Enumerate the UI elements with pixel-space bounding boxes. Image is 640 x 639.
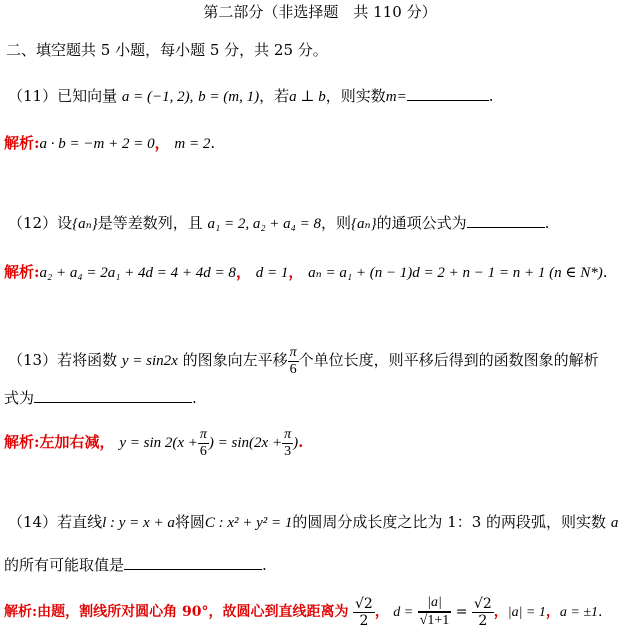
question-14-line2: 的所有可能取值是 .: [4, 556, 267, 574]
answer-blank[interactable]: [34, 388, 192, 403]
solution-11: 解析:a · b = −m + 2 = 0， m = 2.: [4, 134, 216, 152]
fraction: $\frac{\pi}{6}$: [289, 344, 297, 377]
question-13: （13）若将函数 y = sin2x 的图象向左平移 $\frac{\pi}{6}$ 个单位长度，则平移后得到的函数图象的解析: [8, 344, 599, 377]
solution-label: 解析:: [4, 134, 40, 152]
solution-label: 解析:: [4, 263, 40, 281]
question-14: （14）若直线l : y = x + a将圆C : x² + y² = 1的圆周分成长度之比为 1：3 的两段弧，则实数 a: [8, 513, 619, 531]
vector-b-expression: b = (m, 1): [198, 89, 260, 105]
fraction: $\frac{\pi}{3}$: [284, 426, 292, 459]
solution-label: 解析:: [4, 433, 40, 451]
question-number: （14）: [8, 513, 58, 531]
solution-label: 解析:: [4, 604, 38, 620]
section-heading: 二、填空题共 5 小题，每小题 5 分，共 25 分。: [6, 41, 328, 59]
answer-blank[interactable]: [467, 213, 545, 228]
question-13-line2: 式为 .: [4, 389, 197, 407]
solution-12: 解析:a₂ + a₄ = 2a₁ + 4d = 4 + 4d = 8， d = 1， aₙ = a₁ + (n − 1)d = 2 + n − 1 = n + 1 (n ∈ N*).: [4, 263, 608, 281]
fraction: $\frac{√2}{2}$: [473, 595, 492, 629]
section-title: 第二部分（非选择题 共 110 分）: [203, 3, 437, 21]
answer-blank[interactable]: [124, 555, 262, 570]
vector-a-expression: a = (−1, 2),: [121, 89, 194, 105]
question-11: （11）已知向量 a = (−1, 2), b = (m, 1)，若a ⊥ b，则实数m= .: [8, 87, 494, 105]
question-12: （12）设{aₙ}是等差数列，且 a₁ = 2, a₂ + a₄ = 8，则{aₙ}的通项公式为 .: [8, 214, 550, 232]
solution-13: 解析:左加右减， y = sin 2(x + $\frac{\pi}{6}$ ) = sin(2x + $\frac{\pi}{3}$ ).: [4, 426, 304, 459]
question-number: （12）: [8, 214, 58, 232]
fraction: $\frac{|a|}{√1+1}$: [419, 595, 450, 628]
perpendicular-expression: a ⊥ b: [289, 89, 326, 105]
question-number: （11）: [8, 87, 58, 105]
fraction: $\frac{√2}{2}$: [354, 595, 373, 629]
question-number: （13）: [8, 351, 58, 369]
fraction: $\frac{\pi}{6}$: [199, 426, 207, 459]
solution-14: 解析:由题，割线所对圆心角 90°，故圆心到直线距离为 $\frac{√2}{2}$ ， d = $\frac{|a|}{√1+1}$ = $\frac{√2}{2}$ ，|a| = 1，a = ±1.: [4, 595, 603, 629]
answer-blank[interactable]: [407, 86, 489, 101]
